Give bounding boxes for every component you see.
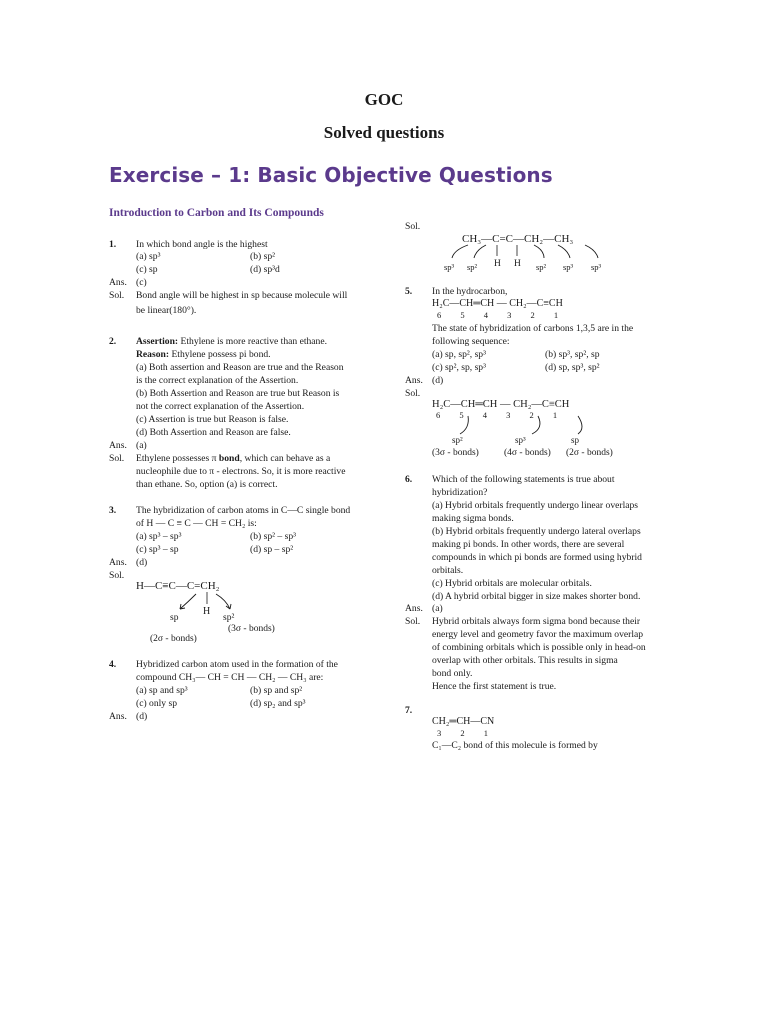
q6-sol-line-3: of combining orbitals which is possible only in head-on [432,642,646,653]
q3-option-b: (b) sp² – sp³ [250,531,296,542]
q1-option-c: (c) sp [136,264,158,275]
right-arrow-4 [558,245,570,258]
q5-option-c: (c) sp², sp, sp³ [432,362,486,373]
q3-line-2: of H — C ≡ C — CH = CH₂ is: [136,518,257,529]
q3-3sigma-label: (3σ - bonds) [228,624,275,634]
q5-formula: H₂C—CH═CH — CH₂—C≡CH [432,298,563,309]
q6-sol-line-4: overlap with other orbitals. This results in sigma [432,655,618,666]
q3-h-label: H [203,606,211,617]
q6-line-3: (a) Hybrid orbitals frequently undergo linear overlaps [432,500,639,511]
q5-2sigma-label: (2σ - bonds) [566,448,613,458]
q2-sol-part-1: Ethylene possesses π [136,453,219,464]
q7-number: 7. [405,705,413,716]
q3-arrow-1 [180,594,196,609]
q5-3sigma-label: (3σ - bonds) [432,448,479,458]
q5-answer: (d) [432,375,444,386]
q5-hyb-3: sp [571,435,580,445]
q2-answer: (a) [136,440,147,451]
right-hyb-5: sp³ [591,262,602,272]
q5-hyb-2: sp³ [515,435,526,445]
q3-answer: (d) [136,557,148,568]
q6-number: 6. [405,474,413,485]
q1-option-d: (d) sp³d [250,264,280,275]
right-arrow-1 [452,245,468,258]
q7-formula: CH₂═CH—CN [432,716,495,727]
q3-option-a: (a) sp³ – sp³ [136,531,182,542]
q3-2sigma-label: (2σ - bonds) [150,634,197,644]
q2-sol-part-2: bond [218,453,240,464]
q2-line-2: is the correct explanation of the Assertion. [136,375,299,386]
q4-number: 4. [109,659,117,670]
q4-option-d: (d) sp₂ and sp³ [250,698,306,709]
q3-sp2-label: sp² [223,613,235,623]
q3-option-c: (c) sp³ – sp [136,544,179,555]
q6-sol-line-1: Hybrid orbitals always form sigma bond because their [432,616,641,627]
q6-sol-line-6: Hence the first statement is true. [432,681,557,692]
q5-sol-formula: H₂C—CH═CH — CH₂—C≡CH [432,399,570,410]
q6-sol-label: Sol. [405,616,421,627]
q4-line-2: compound CH₃— CH = CH — CH₂ — CH₃ are: [136,672,324,683]
q3-arrow-2 [216,594,230,609]
q2-solution-line-1 [136,453,330,466]
right-formula: CH₃—C=C—CH₂—CH₃ [462,233,574,245]
q3-ans-label: Ans. [109,557,127,568]
q2-assertion-label: Assertion: [136,336,179,347]
q2-number: 2. [109,336,117,347]
q4-option-a: (a) sp and sp³ [136,685,188,696]
exercise-heading: Exercise – 1: Basic Objective Questions [109,163,553,187]
q2-line-4: not the correct explanation of the Assertion. [136,401,305,412]
q6-line-6: making pi bonds. In other words, there are several [432,539,625,550]
q2-sol-part-3: , which can behave as a [239,453,331,464]
q5-line-3: The state of hybridization of carbons 1,3,5 are in the [432,323,634,334]
q3-line-1: The hybridization of carbon atoms in C—C single bond [136,505,351,516]
q3-sp-label: sp [170,613,179,623]
q4-option-c: (c) only sp [136,698,178,709]
q1-answer: (c) [136,277,147,288]
q6-line-10: (d) A hybrid orbital bigger in size makes shorter bond. [432,591,641,602]
q3-option-d: (d) sp – sp² [250,544,294,555]
q6-line-1: Which of the following statements is true about [432,474,615,485]
q4-ans-label: Ans. [109,711,127,722]
q4-answer: (d) [136,711,148,722]
q5-hyb-1: sp² [452,435,463,445]
q2-sol-label: Sol. [109,453,125,464]
right-arrow-5 [585,245,598,258]
q1-option-b: (b) sp² [250,251,275,262]
q6-answer: (a) [432,603,443,614]
q5-4sigma-label: (4σ - bonds) [504,448,551,458]
q5-carbon-numbers: 6 5 4 3 2 1 [437,310,559,320]
q2-reason [136,349,271,362]
q7-line: C₁—C₂ bond of this molecule is formed by [432,740,598,751]
q2-line-3: (b) Both Assertion and Reason are true but Reason is [136,388,340,399]
q6-sol-line-2: energy level and geometry favor the maximum overlap [432,629,644,640]
right-hyb-1: sp³ [444,262,455,272]
q6-line-2: hybridization? [432,487,488,498]
q6-ans-label: Ans. [405,603,423,614]
q6-line-4: making sigma bonds. [432,513,514,524]
right-hyb-2: sp² [467,262,478,272]
q6-line-7: compounds in which pi bonds are formed using hybrid [432,552,642,563]
q2-reason-text: Ethylene possess pi bond. [169,349,271,360]
q4-option-b: (b) sp and sp² [250,685,303,696]
q2-reason-label: Reason: [136,349,170,360]
q5-number: 5. [405,286,413,297]
q1-ans-label: Ans. [109,277,127,288]
q2-line-1: (a) Both assertion and Reason are true and the Reason [136,362,344,373]
page-subtitle: Solved questions [323,123,445,142]
right-hyb-3: sp² [536,262,547,272]
q3-sol-label: Sol. [109,570,125,581]
q2-line-5: (c) Assertion is true but Reason is false. [136,414,289,425]
q5-ans-label: Ans. [405,375,423,386]
q1-sol-label: Sol. [109,290,125,301]
q5-option-d: (d) sp, sp³, sp² [545,362,600,373]
q1-solution-line-2: be linear(180°). [136,305,197,316]
right-h-2: H [514,259,521,269]
q7-carbon-numbers: 3 2 1 [437,728,488,738]
q2-solution-line-3: than ethane. So, option (a) is correct. [136,479,278,490]
q5-sol-carbon-numbers: 6 5 4 3 2 1 [436,410,558,420]
page-title: GOC [364,90,404,109]
q2-ans-label: Ans. [109,440,127,451]
q5-sol-label: Sol. [405,388,421,399]
q5-option-a: (a) sp, sp², sp³ [432,349,486,360]
q3-formula: H—C≡C—C=CH₂ [136,580,220,592]
q1-number: 1. [109,239,117,250]
q5-arrow-3 [578,416,582,434]
right-structure-diagram [440,228,620,276]
q5-option-b: (b) sp³, sp², sp [545,349,600,360]
q6-sol-line-5: bond only. [432,668,473,679]
q2-solution-line-2: nucleophile due to π - electrons. So, it is more reactive [136,466,346,477]
right-arrow-3 [534,245,544,258]
q2-assertion-text: Ethylene is more reactive than ethane. [178,336,328,347]
q4-line-1: Hybridized carbon atom used in the formation of the [136,659,338,670]
q1-option-a: (a) sp³ [136,251,161,262]
q1-solution-line-1: Bond angle will be highest in sp because molecule will [136,290,348,301]
section-heading: Introduction to Carbon and Its Compounds [109,207,324,219]
q5-line-1: In the hydrocarbon, [432,286,508,297]
right-hyb-4: sp³ [563,262,574,272]
q1-text: In which bond angle is the highest [136,239,268,250]
q5-line-4: following sequence: [432,336,510,347]
q2-assertion [136,336,327,349]
q5-structure-diagram [428,394,628,460]
q6-line-5: (b) Hybrid orbitals frequently undergo lateral overlaps [432,526,641,537]
right-h-1: H [494,259,501,269]
right-arrow-2 [474,245,486,258]
q6-line-8: orbitals. [432,565,464,576]
q3-structure-diagram [130,576,320,646]
right-sol-label: Sol. [405,221,421,232]
q2-line-6: (d) Both Assertion and Reason are false. [136,427,291,438]
q6-line-9: (c) Hybrid orbitals are molecular orbitals. [432,578,592,589]
q3-number: 3. [109,505,117,516]
